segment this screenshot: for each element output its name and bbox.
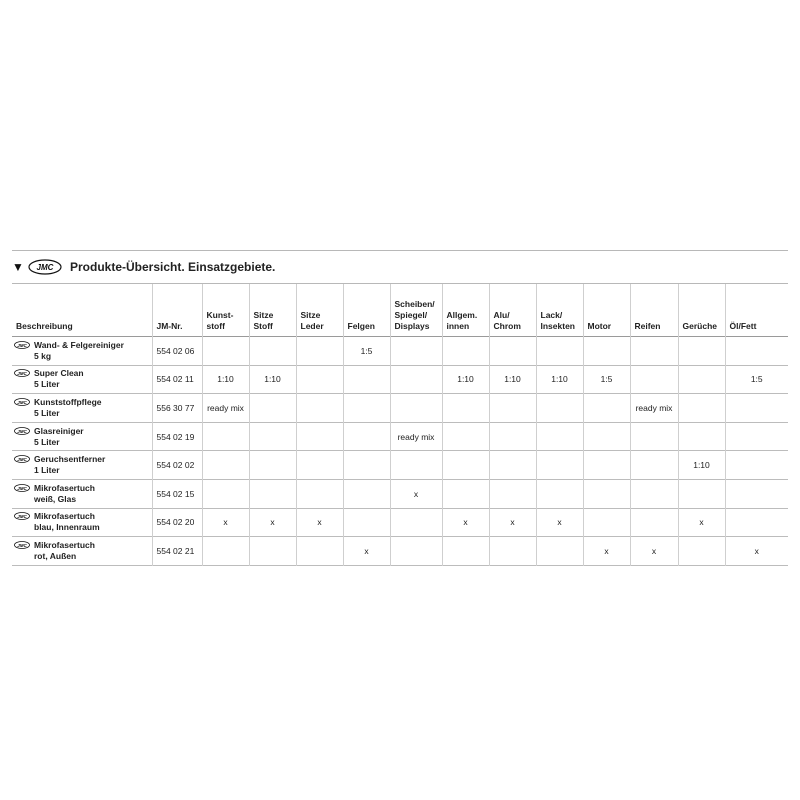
usage-cell [489, 479, 536, 508]
usage-cell [296, 337, 343, 366]
usage-cell [202, 479, 249, 508]
table-header-row [12, 284, 788, 337]
usage-cell [536, 337, 583, 366]
usage-cell [583, 337, 630, 366]
table-row [12, 337, 788, 366]
column-header-line: stoff [206, 321, 225, 331]
usage-cell [343, 422, 390, 451]
column-header-line: Chrom [493, 321, 521, 331]
product-name: Mikrofasertuch [34, 539, 95, 550]
jmc-logo-icon [14, 455, 30, 463]
page-title: Produkte-Übersicht. Einsatzgebiete. [70, 260, 276, 274]
usage-cell [489, 337, 536, 366]
usage-cell [343, 479, 390, 508]
column-header-line: Reifen [634, 321, 661, 331]
svg-text:JMC: JMC [17, 399, 27, 405]
usage-cell [536, 537, 583, 566]
svg-text:JMC: JMC [17, 457, 27, 463]
usage-cell: x [296, 508, 343, 537]
column-header [678, 284, 725, 337]
usage-cell [583, 394, 630, 423]
product-name: Mikrofasertuch [34, 511, 95, 522]
usage-cell: 1:5 [583, 365, 630, 394]
usage-cell [442, 337, 489, 366]
usage-cell [536, 451, 583, 480]
usage-cell [678, 365, 725, 394]
usage-cell [725, 451, 788, 480]
usage-cell [725, 422, 788, 451]
usage-cell [725, 508, 788, 537]
column-header-line: JM-Nr. [156, 321, 183, 331]
product-description-cell [12, 337, 152, 366]
column-header-line: Öl/Fett [729, 321, 757, 331]
usage-cell [249, 451, 296, 480]
column-header [630, 284, 678, 337]
table-row [12, 537, 788, 566]
product-size: blau, Innenraum [34, 522, 100, 533]
product-description-cell [12, 479, 152, 508]
usage-cell [630, 365, 678, 394]
product-name: Super Clean [34, 368, 84, 379]
column-header-line: Scheiben/ [394, 299, 435, 309]
usage-cell [536, 394, 583, 423]
product-size: 1 Liter [34, 465, 60, 476]
column-header [442, 284, 489, 337]
column-header [583, 284, 630, 337]
usage-cell: ready mix [202, 394, 249, 423]
jmc-logo-icon [14, 541, 30, 549]
usage-cell [725, 479, 788, 508]
column-header-line: Spiegel/ [394, 310, 428, 320]
svg-text:JMC: JMC [17, 542, 27, 548]
column-header-line: Gerüche [682, 321, 717, 331]
jmc-logo-icon [28, 259, 62, 275]
column-header-line: Alu/ [493, 310, 510, 320]
usage-cell [536, 422, 583, 451]
usage-cell: 1:10 [249, 365, 296, 394]
usage-cell [630, 479, 678, 508]
usage-cell [678, 537, 725, 566]
usage-cell [630, 422, 678, 451]
column-header-line: Lack/ [540, 310, 563, 320]
table-row [12, 365, 788, 394]
jmc-logo-icon [14, 398, 30, 406]
jm-number-cell: 554 02 20 [152, 508, 202, 537]
product-description-cell [12, 451, 152, 480]
table-body [12, 337, 788, 566]
product-name: Wand- & Felgereiniger [34, 339, 124, 350]
usage-cell [583, 508, 630, 537]
usage-cell [296, 394, 343, 423]
usage-cell [249, 479, 296, 508]
column-header-line: Leder [300, 321, 324, 331]
column-header-line: Allgem. [446, 310, 478, 320]
svg-text:JMC: JMC [17, 485, 27, 491]
usage-cell [202, 422, 249, 451]
jm-number-cell: 554 02 15 [152, 479, 202, 508]
column-header-line: innen [446, 321, 470, 331]
usage-cell [725, 394, 788, 423]
usage-cell [390, 537, 442, 566]
usage-cell [583, 479, 630, 508]
column-header [725, 284, 788, 337]
product-name: Mikrofasertuch [34, 482, 95, 493]
column-header-line: Felgen [347, 321, 375, 331]
product-size: 5 kg [34, 350, 52, 361]
usage-cell [583, 422, 630, 451]
usage-cell [202, 451, 249, 480]
jmc-logo-icon [14, 427, 30, 435]
usage-cell: x [754, 545, 759, 556]
usage-cell: x [249, 508, 296, 537]
usage-cell [249, 537, 296, 566]
usage-cell [489, 394, 536, 423]
jmc-logo-icon [14, 341, 30, 349]
usage-cell [390, 451, 442, 480]
usage-cell: x [536, 508, 583, 537]
usage-cell [343, 394, 390, 423]
column-header [296, 284, 343, 337]
product-name: Geruchsentferner [34, 454, 106, 465]
usage-cell [442, 422, 489, 451]
usage-cell: 1:10 [678, 451, 725, 480]
usage-cell [489, 422, 536, 451]
usage-cell: 1:10 [442, 365, 489, 394]
usage-cell: x [630, 537, 678, 566]
usage-cell [296, 365, 343, 394]
usage-cell [202, 337, 249, 366]
usage-cell: x [678, 508, 725, 537]
jm-number-cell: 554 02 11 [152, 365, 202, 394]
usage-cell: 1:5 [343, 337, 390, 366]
usage-cell: ready mix [630, 394, 678, 423]
table-row [12, 394, 788, 423]
column-header-line: Motor [587, 321, 612, 331]
jmc-logo-icon [14, 484, 30, 492]
jm-number-cell: 554 02 21 [152, 537, 202, 566]
usage-cell [249, 337, 296, 366]
usage-cell [390, 337, 442, 366]
product-size: 5 Liter [34, 379, 60, 390]
usage-cell: 1:10 [536, 365, 583, 394]
usage-cell [343, 508, 390, 537]
usage-cell [630, 508, 678, 537]
usage-cell: x [489, 508, 536, 537]
usage-cell [202, 537, 249, 566]
column-header-line: Displays [394, 321, 430, 331]
usage-cell: x [442, 508, 489, 537]
usage-cell: x [390, 479, 442, 508]
svg-text:JMC: JMC [17, 342, 27, 348]
column-header-line: Sitze [300, 310, 321, 320]
usage-cell [630, 337, 678, 366]
usage-cell: 1:5 [750, 374, 763, 385]
usage-cell [249, 422, 296, 451]
column-header [202, 284, 249, 337]
product-description-cell [12, 422, 152, 451]
usage-cell [489, 537, 536, 566]
usage-cell [678, 479, 725, 508]
usage-cell: x [583, 537, 630, 566]
jmc-logo-icon [14, 369, 30, 377]
usage-cell [442, 394, 489, 423]
usage-cell [442, 451, 489, 480]
jm-number-cell: 554 02 02 [152, 451, 202, 480]
usage-cell [489, 451, 536, 480]
column-header [390, 284, 442, 337]
usage-cell [630, 451, 678, 480]
column-header [489, 284, 536, 337]
table-row [12, 479, 788, 508]
usage-cell [442, 537, 489, 566]
product-overview-sheet [12, 250, 788, 566]
column-header-line: Insekten [540, 321, 575, 331]
product-size: weiß, Glas [34, 493, 77, 504]
product-description-cell [12, 508, 152, 537]
svg-text:JMC: JMC [36, 263, 54, 272]
usage-cell [442, 479, 489, 508]
usage-cell: 1:10 [202, 365, 249, 394]
svg-text:JMC: JMC [17, 514, 27, 520]
triangle-down-icon[interactable]: ▼ [12, 260, 24, 274]
top-divider [12, 250, 788, 251]
usage-cell [678, 337, 725, 366]
usage-cell: ready mix [390, 422, 442, 451]
usage-cell [343, 365, 390, 394]
product-name: Glasreiniger [34, 425, 84, 436]
usage-cell [390, 508, 442, 537]
column-header [249, 284, 296, 337]
column-header [343, 284, 390, 337]
svg-text:JMC: JMC [17, 428, 27, 434]
table-row [12, 422, 788, 451]
jm-number-cell: 554 02 06 [152, 337, 202, 366]
jm-number-cell: 554 02 19 [152, 422, 202, 451]
usage-cell [678, 422, 725, 451]
product-table [12, 284, 788, 566]
usage-cell: x [343, 537, 390, 566]
column-header [12, 284, 152, 337]
usage-cell [390, 365, 442, 394]
usage-cell [725, 337, 788, 366]
usage-cell [296, 479, 343, 508]
usage-cell [296, 537, 343, 566]
column-header [152, 284, 202, 337]
product-name: Kunststoffpflege [34, 396, 102, 407]
column-header-line: Beschreibung [16, 321, 73, 331]
product-description-cell [12, 537, 152, 566]
column-header [536, 284, 583, 337]
table-row [12, 451, 788, 480]
usage-cell [249, 394, 296, 423]
usage-cell [343, 451, 390, 480]
usage-cell [678, 394, 725, 423]
column-header-line: Stoff [253, 321, 273, 331]
column-header-line: Kunst- [206, 310, 234, 320]
usage-cell [390, 394, 442, 423]
usage-cell [296, 451, 343, 480]
usage-cell [583, 451, 630, 480]
usage-cell: x [202, 508, 249, 537]
jm-number-cell: 556 30 77 [152, 394, 202, 423]
usage-cell [536, 479, 583, 508]
jmc-logo-icon [14, 512, 30, 520]
svg-text:JMC: JMC [17, 371, 27, 377]
title-bar [12, 253, 788, 281]
usage-cell [296, 422, 343, 451]
product-size: 5 Liter [34, 436, 60, 447]
product-description-cell [12, 394, 152, 423]
product-size: 5 Liter [34, 407, 60, 418]
usage-cell: 1:10 [489, 365, 536, 394]
column-header-line: Sitze [253, 310, 274, 320]
product-size: rot, Außen [34, 550, 77, 561]
product-description-cell [12, 365, 152, 394]
table-row [12, 508, 788, 537]
